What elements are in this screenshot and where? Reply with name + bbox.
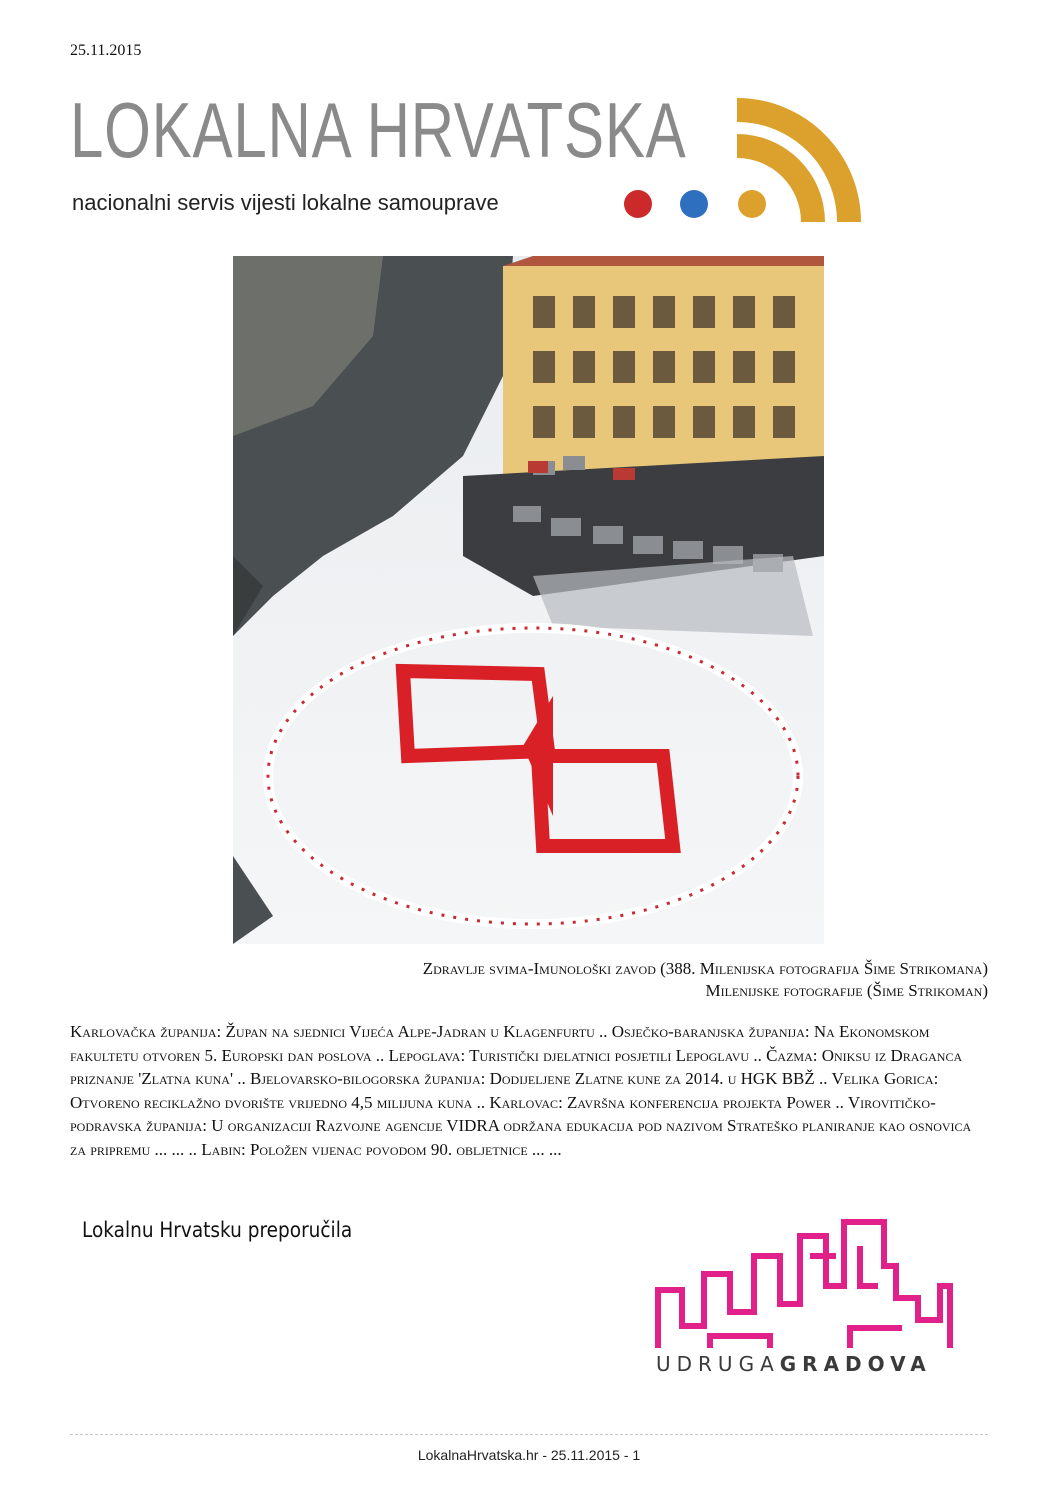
caption-line-2: Milenijske fotografije (Šime Strikoman) (705, 981, 988, 1000)
udruga-gradova-wordmark (656, 1352, 932, 1376)
footer-divider (70, 1434, 988, 1435)
rss-waves-icon (737, 96, 863, 222)
wordmark-part-1: UDRUGA (656, 1352, 780, 1376)
brand-title: LOKALNA HRVATSKA (70, 86, 687, 174)
page-date: 25.11.2015 (70, 42, 142, 59)
article-photo (233, 256, 824, 944)
red-dot-icon (624, 190, 652, 218)
page-footer: LokalnaHrvatska.hr - 25.11.2015 - 1 (417, 1447, 641, 1463)
udruga-gradova-logo (650, 1216, 956, 1354)
blue-dot-icon (680, 190, 708, 218)
wordmark-part-2: GRADOVA (779, 1352, 932, 1376)
photo-caption (88, 958, 988, 1002)
news-headlines: Karlovačka županija: Župan na sjednici Vijeća Alpe-Jadran u Klagenfurtu .. Osječko-baranjska županija: Na Ekonomskom fakultetu otvoren 5. Europski dan poslova .. Lepoglava: Turistički djelatnici posjetili Lepoglavu .. Čazma: Oniksu iz Draganca priznanje 'Zlatna kuna' .. Bjelovarsko-bilogorska županija: Dodijeljene Zlatne kune za 2014. u HGK BBŽ .. Velika Gorica: Otvoreno reciklažno dvorište vrijedno 4,5 milijuna kuna .. Karlovac: Završna konferencija projekta Power .. Virovitičko-podravska županija: U organizaciji Razvojne agencije VIDRA održana edukacija pod nazivom Strateško planiranje kao osnovica za pripremu ... ... .. Labin: Položen vijenac povodom 90. obljetnice ... ... (70, 1022, 972, 1159)
recommendation-label: Lokalnu Hrvatsku preporučila (82, 1218, 353, 1242)
brand-subtitle: nacionalni servis vijesti lokalne samouprave (72, 190, 499, 215)
caption-line-1: Zdravlje svima-Imunološki zavod (388. Milenijska fotografija Šime Strikomana) (422, 959, 988, 978)
